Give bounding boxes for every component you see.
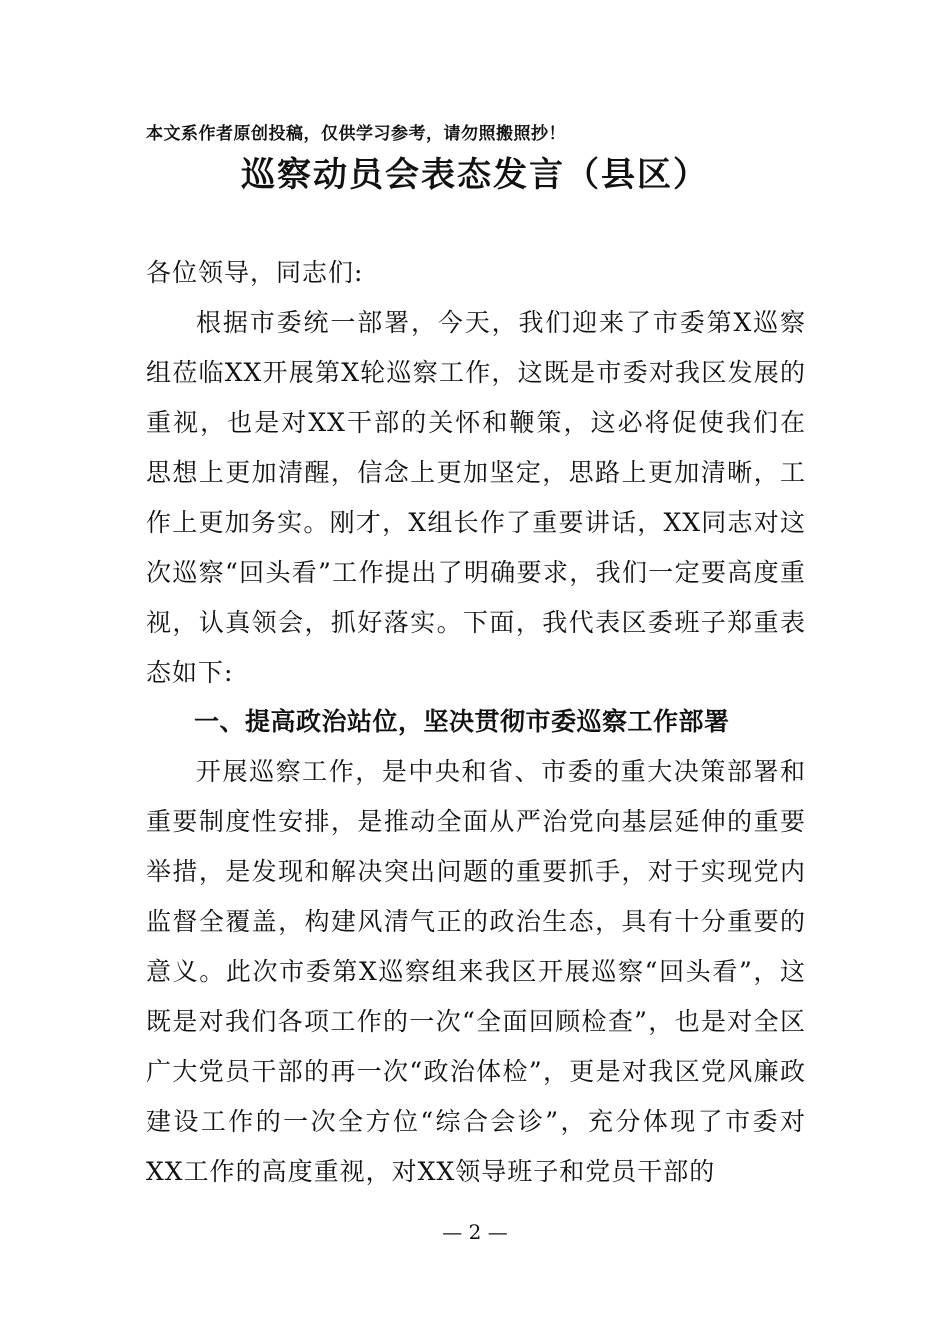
salutation: 各位领导，同志们: xyxy=(146,258,364,287)
paragraph-section-1: 开展巡察工作，是中央和省、市委的重大决策部署和重要制度性安排，是推动全面从严治党向基层延伸的重要举措，是发现和解决突出问题的重要抓手，对于实现党内监督全覆盖，构建风清气正的政治生态，具有十分重要的意义。此次市委第X巡察组来我区开展巡察“回头看”，这既是对我们各项工作的一次“全面回顾检查”，也是对全区广大党员干部的再一次“政治体检”，更是对我区党风廉政建设工作的一次全方位“综合会诊”，充分体现了市委对XX工作的高度重视，对XX领导班子和党员干部的 xyxy=(146,757,806,1186)
document-title: 巡察动员会表态发言（县区） xyxy=(241,155,709,195)
copyright-notice: 本文系作者原创投稿，仅供学习参考，请勿照搬照抄！ xyxy=(146,124,566,144)
section-heading-1: 一、提高政治站位，坚决贯彻市委巡察工作部署 xyxy=(194,707,730,736)
page-number: — 2 — xyxy=(442,1220,508,1244)
paragraph-intro: 根据市委统一部署，今天，我们迎来了市委第X巡察组莅临XX开展第X轮巡察工作，这既是市委对我区发展的重视，也是对XX干部的关怀和鞭策，这必将促使我们在思想上更加清醒，信念上更加坚定，思路上更加清晰，工作上更加务实。刚才，X组长作了重要讲话，XX同志对这次巡察“回头看”工作提出了明确要求，我们一定要高度重视，认真领会，抓好落实。下面，我代表区委班子郑重表态如下: xyxy=(146,308,806,687)
